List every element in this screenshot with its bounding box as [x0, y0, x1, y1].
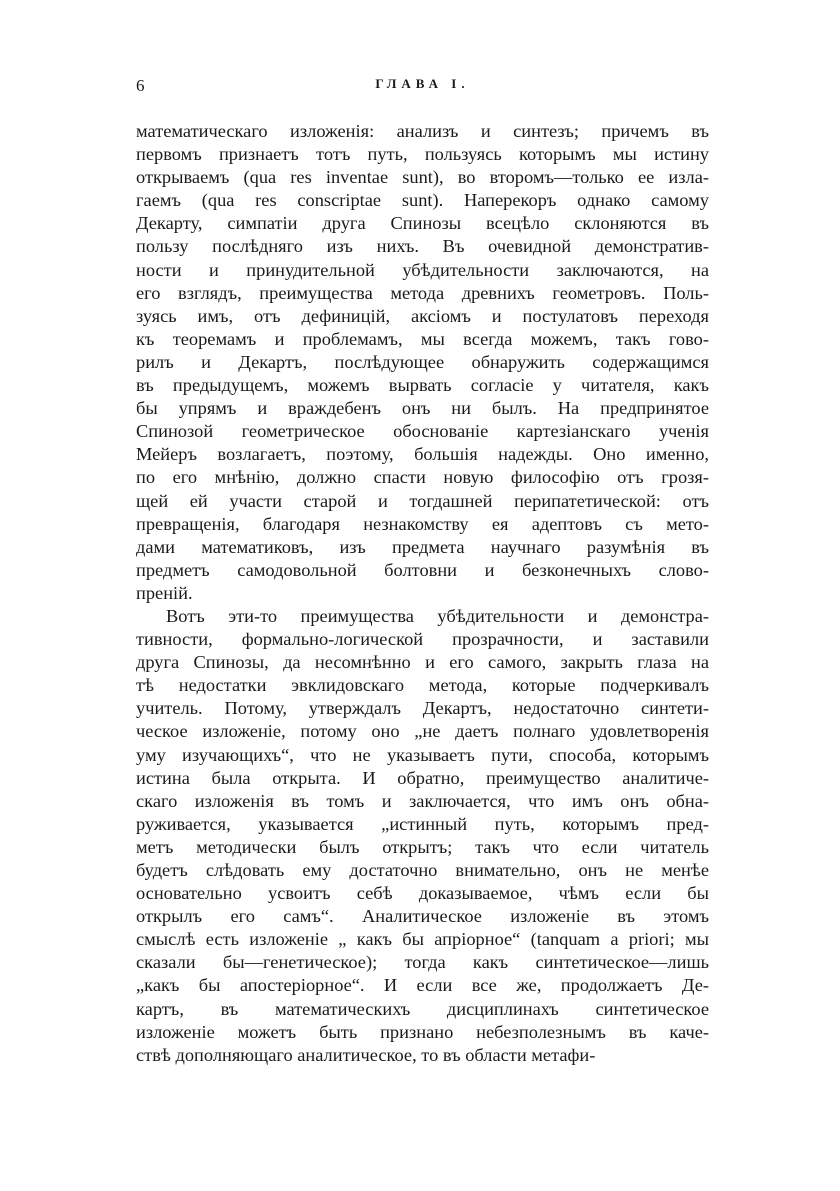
- text-line: гаемъ (qua res conscriptae sunt). Наперекоръ однако самому: [136, 190, 709, 211]
- text-line: сказали бы—генетическое); тогда какъ синтетическое—лишь: [136, 952, 709, 973]
- text-line: открылъ его самъ“. Аналитическое изложеніе въ этомъ: [136, 906, 709, 927]
- text-line: метъ методически былъ открытъ; такъ что если читатель: [136, 836, 709, 857]
- text-line: дами математиковъ, изъ предмета научнаго разумѣнія въ: [136, 536, 709, 557]
- body-text: [136, 120, 709, 1067]
- text-line: картъ, въ математическихъ дисциплинахъ синтетическое: [136, 998, 709, 1019]
- running-head: ГЛАВА I.: [375, 76, 470, 91]
- text-line: тивности, формально-логической прозрачности, и заставили: [136, 629, 709, 650]
- page-header: [136, 76, 709, 100]
- text-line: уму изучающихъ“, что не указываетъ пути, способа, которымъ: [136, 744, 709, 765]
- text-line: скаго изложенія въ томъ и заключается, что имъ онъ обна-: [136, 790, 709, 811]
- text-line: въ предыдущемъ, можемъ вырвать согласіе у читателя, какъ: [136, 375, 709, 396]
- text-line: Мейеръ возлагаетъ, поэтому, большія надежды. Оно именно,: [136, 444, 709, 465]
- page-number: 6: [136, 76, 145, 95]
- text-line: его взглядъ, преимущества метода древнихъ геометровъ. Поль-: [136, 282, 709, 303]
- text-line: тѣ недостатки эвклидовскаго метода, которые подчеркивалъ: [136, 675, 709, 696]
- text-line: открываемъ (qua res inventae sunt), во второмъ—только ее изла-: [136, 167, 709, 188]
- text-line: руживается, указывается „истинный путь, которымъ пред-: [136, 813, 709, 834]
- text-line: учитель. Потому, утверждалъ Декартъ, недостаточно синтети-: [136, 698, 709, 719]
- text-line: изложеніе можетъ быть признано небезполезнымъ въ каче-: [136, 1021, 709, 1042]
- text-line: превращенія, благодаря незнакомству ея адептовъ съ мето-: [136, 513, 709, 534]
- text-line: зуясь имъ, отъ дефиницій, аксіомъ и постулатовъ переходя: [136, 305, 709, 326]
- text-line: ствѣ дополняющаго аналитическое, то въ области метафи-: [136, 1044, 596, 1065]
- text-line: щей ей участи старой и тогдашней перипатетической: отъ: [136, 490, 709, 511]
- text-line: пользу послѣдняго изъ нихъ. Въ очевидной демонстратив-: [136, 236, 709, 257]
- text-line: ческое изложеніе, потому оно „не даетъ полнаго удовлетворенія: [136, 721, 709, 742]
- text-line: математическаго изложенія: анализъ и синтезъ; причемъ въ: [136, 121, 709, 141]
- text-line: истина была открыта. И обратно, преимущество аналитиче-: [136, 767, 709, 788]
- paragraph: [136, 120, 709, 605]
- text-line: друга Спинозы, да несомнѣнно и его самого, закрыть глаза на: [136, 652, 709, 673]
- text-line: будетъ слѣдовать ему достаточно внимательно, онъ не менѣе: [136, 860, 709, 880]
- paragraph: [136, 605, 709, 1067]
- text-line: по его мнѣнію, должно спасти новую философію отъ грозя-: [136, 467, 709, 488]
- text-line: первомъ признаетъ тотъ путь, пользуясь которымъ мы истину: [136, 144, 709, 165]
- text-line: смыслѣ есть изложеніе „ какъ бы апріорное“ (tanquam a priori; мы: [136, 929, 709, 950]
- text-line: рилъ и Декартъ, послѣдующее обнаружить содержащимся: [136, 351, 709, 372]
- text-line: къ теоремамъ и проблемамъ, мы всегда можемъ, такъ гово-: [136, 328, 709, 349]
- text-line: основательно усвоитъ себѣ доказываемое, чѣмъ если бы: [136, 883, 709, 904]
- text-line: Вотъ эти-то преимущества убѣдительности и демонстра-: [166, 605, 709, 626]
- text-line: ности и принудительной убѣдительности заключаются, на: [136, 259, 709, 280]
- text-line: предметъ самодовольной болтовни и безконечныхъ слово-: [136, 559, 709, 580]
- text-line: Спинозой геометрическое обоснованіе картезіанскаго ученія: [136, 421, 709, 442]
- text-line: бы упрямъ и враждебенъ онъ ни былъ. На предпринятое: [136, 398, 709, 419]
- text-line: преній.: [136, 582, 193, 603]
- text-line: Декарту, симпатіи друга Спинозы всецѣло склоняются въ: [136, 213, 709, 234]
- text-line: „какъ бы апостеріорное“. И если все же, продолжаетъ Де-: [136, 975, 709, 996]
